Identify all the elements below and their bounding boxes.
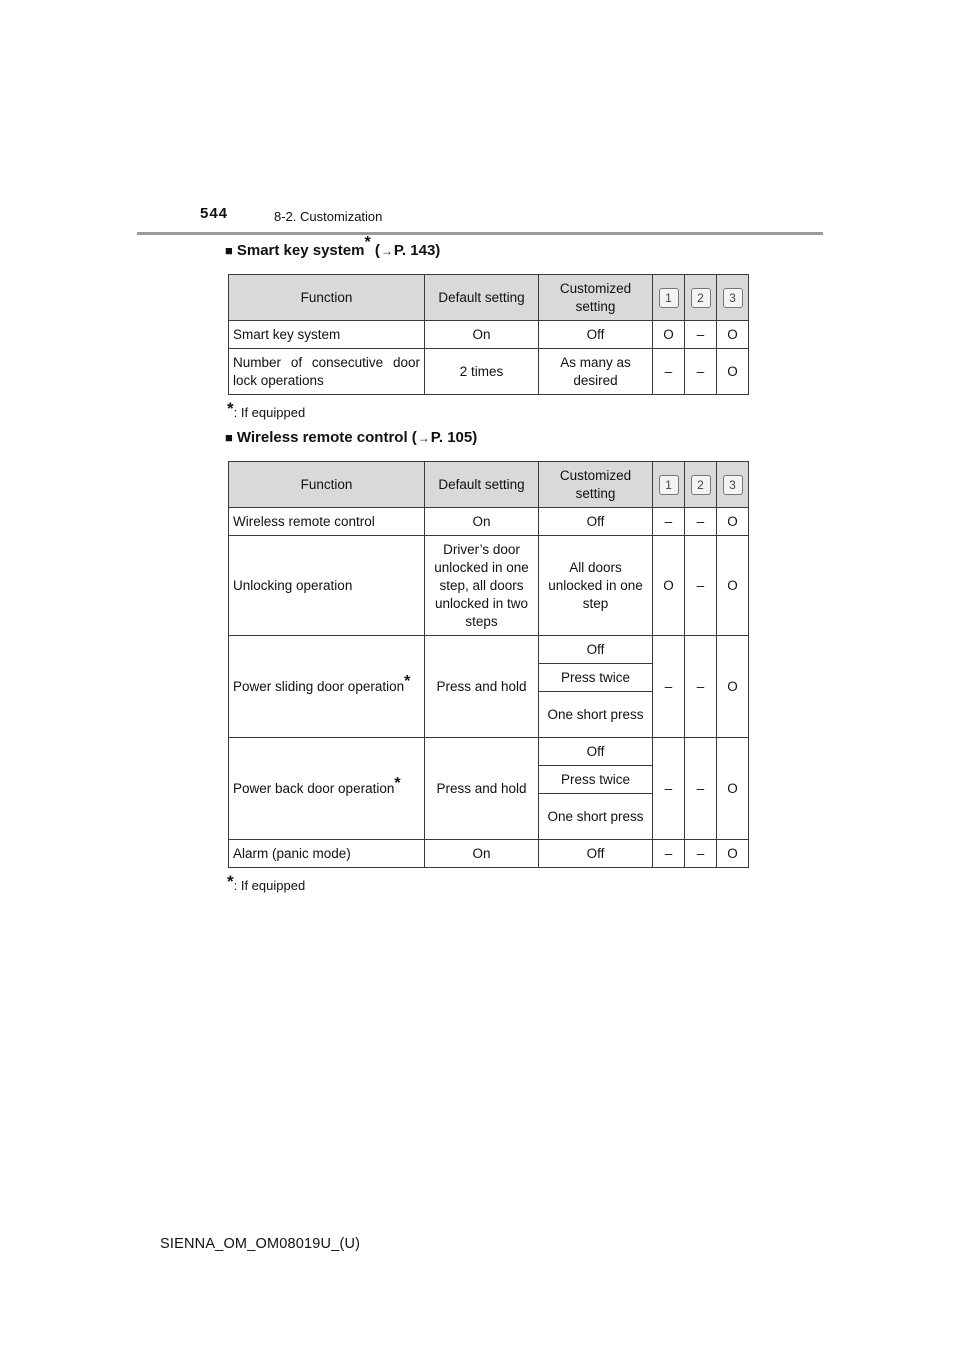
number-2-icon: 2 xyxy=(691,475,711,495)
default-cell: On xyxy=(425,840,539,868)
customized-cell: As many as desired xyxy=(539,349,653,395)
method-1-cell: O xyxy=(653,321,685,349)
method-3-cell: O xyxy=(717,840,749,868)
method-1-cell: – xyxy=(653,636,685,738)
number-2-icon: 2 xyxy=(691,288,711,308)
table-row xyxy=(229,349,749,395)
method-2-cell: – xyxy=(685,840,717,868)
column-header-default: Default setting xyxy=(425,462,539,508)
customized-option: One short press xyxy=(539,692,653,738)
column-header-customized: Customized setting xyxy=(539,275,653,321)
number-1-icon: 1 xyxy=(659,475,679,495)
document-id: SIENNA_OM_OM08019U_(U) xyxy=(160,1236,361,1252)
method-3-cell: O xyxy=(717,321,749,349)
function-text: Power sliding door operation xyxy=(233,678,405,694)
customized-cell: Off xyxy=(539,321,653,349)
customized-option: One short press xyxy=(539,794,653,840)
function-cell: Wireless remote control xyxy=(229,508,425,536)
default-cell: Press and hold xyxy=(425,738,539,840)
column-header-1 xyxy=(653,462,685,508)
footnote-text: : If equipped xyxy=(233,878,306,893)
column-header-1 xyxy=(653,275,685,321)
default-cell: Driver’s door unlocked in one step, all doors unlocked in two steps xyxy=(425,536,539,636)
default-cell: 2 times xyxy=(425,349,539,395)
default-cell: On xyxy=(425,321,539,349)
method-2-cell: – xyxy=(685,536,717,636)
customized-cell: Off xyxy=(539,840,653,868)
method-2-cell: – xyxy=(685,636,717,738)
page-number: 544 xyxy=(200,205,229,222)
method-3-cell: O xyxy=(717,636,749,738)
method-2-cell: – xyxy=(685,321,717,349)
customized-option: Press twice xyxy=(539,664,653,692)
method-1-cell: – xyxy=(653,508,685,536)
table-row xyxy=(229,738,749,766)
column-header-3 xyxy=(717,275,749,321)
column-header-2 xyxy=(685,462,717,508)
method-3-cell: O xyxy=(717,349,749,395)
wireless-title: Wireless remote control ( xyxy=(236,429,417,446)
asterisk-icon: * xyxy=(364,234,371,251)
function-cell xyxy=(229,636,425,738)
table-row xyxy=(229,321,749,349)
square-bullet-icon: ■ xyxy=(225,430,233,445)
column-header-3 xyxy=(717,462,749,508)
number-3-icon: 3 xyxy=(723,475,743,495)
column-header-customized: Customized setting xyxy=(539,462,653,508)
function-cell: Number of consecutive door lock operations xyxy=(229,349,425,395)
footnote xyxy=(227,872,306,895)
function-text: Power back door operation xyxy=(233,780,395,796)
section-title: 8-2. Customization xyxy=(274,209,383,224)
smart-key-heading: ■ Smart key system* (→P. 143) xyxy=(225,234,441,259)
table-header-row xyxy=(229,462,749,508)
function-cell: Smart key system xyxy=(229,321,425,349)
asterisk-icon: * xyxy=(227,399,234,418)
customized-cell: All doors unlocked in one step xyxy=(539,536,653,636)
smart-key-table xyxy=(228,274,749,395)
footnote xyxy=(227,399,306,422)
smart-key-page-ref[interactable]: P. 143) xyxy=(393,242,441,259)
number-3-icon: 3 xyxy=(723,288,743,308)
wireless-table xyxy=(228,461,749,868)
footnote-text: : If equipped xyxy=(233,405,306,420)
asterisk-icon: * xyxy=(394,774,401,792)
column-header-function: Function xyxy=(229,275,425,321)
method-2-cell: – xyxy=(685,349,717,395)
method-1-cell: O xyxy=(653,536,685,636)
square-bullet-icon: ■ xyxy=(225,243,233,258)
method-3-cell: O xyxy=(717,536,749,636)
default-cell: On xyxy=(425,508,539,536)
wireless-page-ref[interactable]: P. 105) xyxy=(430,429,478,446)
asterisk-icon: * xyxy=(227,872,234,891)
smart-key-title: Smart key system xyxy=(236,242,365,259)
method-1-cell: – xyxy=(653,349,685,395)
number-1-icon: 1 xyxy=(659,288,679,308)
method-1-cell: – xyxy=(653,840,685,868)
column-header-function: Function xyxy=(229,462,425,508)
table-row xyxy=(229,508,749,536)
table-row xyxy=(229,840,749,868)
header-divider xyxy=(137,232,823,235)
table-row xyxy=(229,536,749,636)
default-cell: Press and hold xyxy=(425,636,539,738)
customized-option: Press twice xyxy=(539,766,653,794)
asterisk-icon: * xyxy=(404,672,411,690)
wireless-heading xyxy=(225,429,477,446)
table-header-row xyxy=(229,275,749,321)
method-1-cell: – xyxy=(653,738,685,840)
column-header-2 xyxy=(685,275,717,321)
method-2-cell: – xyxy=(685,738,717,840)
function-cell: Unlocking operation xyxy=(229,536,425,636)
customized-cell: Off xyxy=(539,508,653,536)
function-cell: Alarm (panic mode) xyxy=(229,840,425,868)
column-header-default: Default setting xyxy=(425,275,539,321)
method-2-cell: – xyxy=(685,508,717,536)
arrow-right-icon: → xyxy=(380,244,393,258)
function-cell xyxy=(229,738,425,840)
method-3-cell: O xyxy=(717,738,749,840)
arrow-right-icon: → xyxy=(417,431,430,445)
table-row xyxy=(229,636,749,664)
customized-option: Off xyxy=(539,738,653,766)
customized-option: Off xyxy=(539,636,653,664)
method-3-cell: O xyxy=(717,508,749,536)
